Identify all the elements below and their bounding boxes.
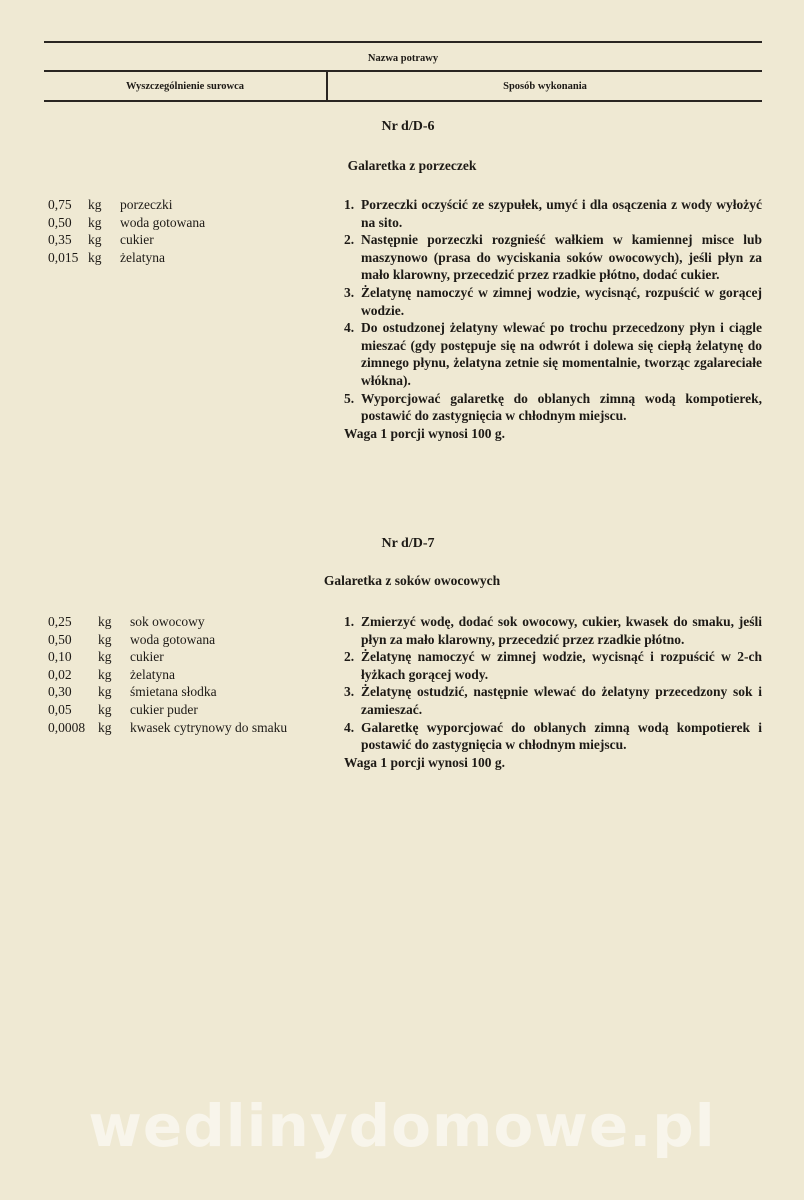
ingredient-unit: kg — [98, 684, 112, 700]
method-step — [344, 231, 762, 284]
ingredient-unit: kg — [98, 631, 112, 647]
ingredient-amount: 0,35 — [48, 232, 72, 248]
method-step — [344, 284, 762, 319]
ingredient-unit: kg — [88, 197, 102, 212]
portion-weight: Waga 1 porcji wynosi 100 g. — [344, 754, 506, 770]
ingredient-unit: kg — [98, 701, 112, 717]
header-bottom-rule — [44, 100, 762, 102]
ingredient-row — [48, 214, 328, 232]
top-rule — [44, 41, 762, 43]
method-steps — [344, 196, 762, 442]
method-step — [344, 613, 762, 648]
ingredient-row — [48, 648, 328, 666]
ingredient-name: porzeczki — [120, 197, 173, 212]
method-step — [344, 319, 762, 389]
ingredient-amount: 0,02 — [48, 666, 72, 682]
ingredient-unit: kg — [88, 249, 102, 265]
method-step — [344, 390, 762, 425]
step-text: Wyporcjować galaretkę do oblanych zimną wodą kompotierek, postawić do zastygnięcia w chłodnym miejscu. — [361, 390, 762, 424]
step-text: Zmierzyć wodę, dodać sok owocowy, cukier, kwasek do smaku, jeśli płyn za mało klarowny, przecedzić przez rzadkie płótno. — [361, 614, 762, 647]
step-text: Żelatynę namoczyć w zimnej wodzie, wycisnąć, rozpuścić w gorącej wodzie. — [361, 284, 762, 318]
ingredient-amount: 0,30 — [48, 684, 72, 700]
ingredient-amount: 0,25 — [48, 614, 72, 629]
ingredient-name: sok owocowy — [130, 614, 205, 629]
ingredient-row — [48, 631, 328, 649]
ingredient-name: cukier — [120, 232, 154, 248]
ingredient-row — [48, 683, 328, 701]
step-number: 1. — [344, 614, 355, 629]
ingredient-unit: kg — [98, 719, 112, 735]
recipe-title: Galaretka z soków owocowych — [323, 573, 501, 588]
ingredient-unit: kg — [98, 614, 112, 629]
ingredient-name: woda gotowana — [120, 214, 206, 230]
ingredient-row — [48, 613, 328, 631]
ingredient-amount: 0,0008 — [48, 719, 86, 735]
ingredient-row — [48, 719, 328, 737]
ingredient-unit: kg — [98, 649, 112, 665]
method-step — [344, 196, 762, 231]
method-step — [344, 719, 762, 754]
step-number: 2. — [344, 649, 355, 665]
step-text: Następnie porzeczki rozgnieść wałkiem w kamiennej misce lub maszynowo (prasa do wyciskania soków owocowych), jeśli płyn za mało klarowny, przecedzić przez rzadkie płótno, dodać cukier. — [361, 232, 762, 283]
step-text: Porzeczki oczyścić ze szypułek, umyć i dla osączenia z wody wyłożyć na sito. — [361, 197, 762, 230]
recipe-title: Galaretka z porzeczek — [347, 158, 477, 173]
recipe-number: Nr d/D-7 — [381, 536, 435, 551]
method-step — [344, 648, 762, 683]
step-number: 3. — [344, 284, 355, 300]
ingredient-name: woda gotowana — [130, 631, 216, 647]
step-text: Galaretkę wyporcjować do oblanych zimną wodą kompotierek i postawić do zastygnięcia w chłodnym miejscu. — [361, 719, 762, 753]
ingredient-list — [48, 613, 328, 736]
step-number: 3. — [344, 684, 355, 700]
step-text: Żelatynę ostudzić, następnie wlewać do żelatyny przecedzony sok i zamieszać. — [361, 684, 762, 717]
step-number: 4. — [344, 719, 355, 735]
method-step — [344, 683, 762, 718]
ingredient-row — [48, 701, 328, 719]
step-number: 2. — [344, 232, 355, 248]
ingredient-amount: 0,75 — [48, 197, 72, 212]
ingredient-unit: kg — [98, 666, 112, 682]
portion-weight: Waga 1 porcji wynosi 100 g. — [344, 425, 506, 441]
ingredient-name: żelatyna — [130, 666, 175, 682]
step-number: 4. — [344, 320, 355, 336]
ingredient-name: żelatyna — [120, 249, 165, 265]
ingredient-unit: kg — [88, 214, 102, 230]
ingredient-amount: 0,50 — [48, 631, 72, 647]
ingredient-amount: 0,50 — [48, 214, 72, 230]
recipe-number: Nr d/D-6 — [381, 119, 435, 134]
ingredient-row — [48, 231, 328, 249]
ingredient-row — [48, 666, 328, 684]
ingredients-column-header: Wyszczególnienie surowca — [125, 81, 245, 92]
ingredient-amount: 0,05 — [48, 701, 72, 717]
step-text: Do ostudzonej żelatyny wlewać po trochu przecedzony płyn i ciągle mieszać (gdy postępuje się na odwrót i dolewa się ciepłą żelatynę do zimnego płynu, żelatyna zetnie się momentalnie, tworząc zgalareciałe włókna). — [361, 320, 762, 388]
ingredient-name: cukier puder — [130, 701, 198, 717]
ingredient-amount: 0,10 — [48, 649, 72, 665]
ingredient-list — [48, 196, 328, 266]
step-number: 1. — [344, 197, 355, 212]
ingredient-name: cukier — [130, 649, 164, 665]
header-rule — [44, 70, 762, 72]
ingredient-row — [48, 196, 328, 214]
ingredient-row — [48, 249, 328, 267]
ingredient-unit: kg — [88, 232, 102, 248]
step-text: Żelatynę namoczyć w zimnej wodzie, wycisnąć i rozpuścić w 2-ch łyżkach gorącej wody. — [361, 649, 762, 682]
ingredient-name: kwasek cytrynowy do smaku — [130, 719, 288, 735]
step-number: 5. — [344, 390, 355, 406]
ingredient-name: śmietana słodka — [130, 684, 217, 700]
method-column-header: Sposób wykonania — [503, 81, 587, 92]
ingredient-amount: 0,015 — [48, 249, 79, 265]
method-steps — [344, 613, 762, 771]
watermark: wedlinydomowe.pl — [88, 1092, 716, 1160]
dish-name-header: Nazwa potrawy — [367, 53, 439, 64]
